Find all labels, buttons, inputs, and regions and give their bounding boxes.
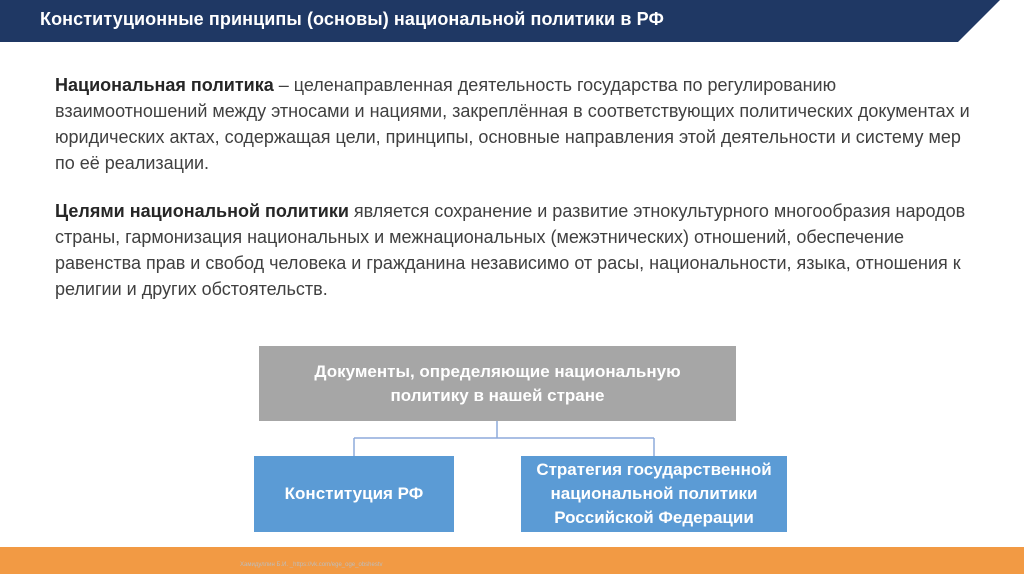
definition-text: – целенаправленная деятельность государства по регулированию взаимоотношений между этносами и нациями, закреплённая в соответствующих политических документах и юридических актах, содержащая цели, принципы, основные направления этой деятельности и систему мер по её реализации.: [55, 75, 970, 173]
goals-text: является сохранение и развитие этнокультурного многообразия народов страны, гармонизация национальных и межнациональных (межэтнических) отношений, обеспечение равенства прав и свобод человека и гражданина независимо от расы, национальности, языка, отношения к религии и других обстоятельств.: [55, 201, 966, 299]
goals-term: Целями национальной политики: [55, 201, 349, 221]
footer-bar: [0, 547, 1024, 574]
page-title: Конституционные принципы (основы) национальной политики в РФ: [40, 9, 664, 29]
diagram-child-label: Конституция РФ: [284, 484, 424, 503]
definition-term: Национальная политика: [55, 75, 274, 95]
diagram-child-label: Стратегия государственной национальной политики Российской Федерации: [536, 460, 772, 527]
diagram-child-strategy: [521, 456, 787, 532]
diagram-root-box: [259, 346, 736, 421]
footer-credit: Хамидуллин Б.И. _https://vk.com/ege_oge_obshestv: [240, 562, 383, 568]
diagram-root-label: Документы, определяющие национальную политику в нашей стране: [314, 361, 681, 405]
diagram-child-constitution: [254, 456, 454, 532]
